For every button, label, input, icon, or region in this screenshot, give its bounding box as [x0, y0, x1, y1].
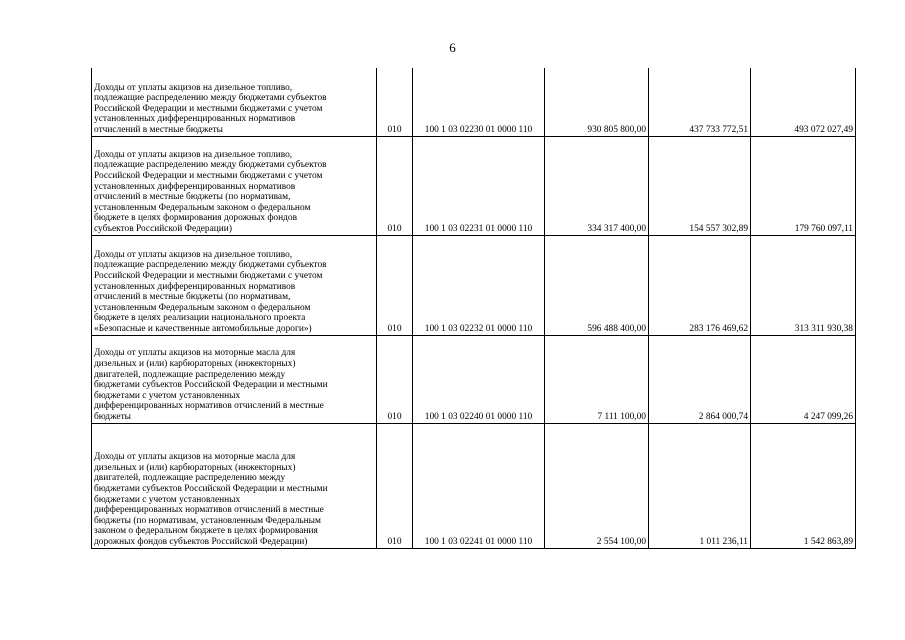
description-line: бюджете в целях реализации национального проекта [94, 313, 306, 324]
description-line: установленным Федеральным законом о федеральном [94, 302, 311, 313]
row-remaining: 1 542 863,89 [751, 423, 856, 548]
description-line: бюджеты (по нормативам, установленным Федеральным [94, 515, 321, 526]
description-line: Российской Федерации и местными бюджетами с учетом [94, 170, 323, 181]
row-executed: 1 011 236,11 [649, 423, 751, 548]
description-line: бюджеты [94, 411, 131, 422]
description-line: двигателей, подлежащие распределению между [94, 369, 286, 380]
row-plan: 596 488 400,00 [545, 235, 649, 335]
row-kbk: 100 1 03 02240 01 0000 110 [413, 335, 545, 423]
description-line: установленных дифференцированных нормативов [94, 281, 296, 292]
row-remaining: 493 072 027,49 [751, 68, 856, 136]
row-description [92, 235, 377, 335]
description-line: подлежащие распределению между бюджетами субъектов [94, 160, 327, 171]
description-line: субъектов Российской Федерации) [94, 223, 232, 234]
row-kbk: 100 1 03 02241 01 0000 110 [413, 423, 545, 548]
row-description [92, 423, 377, 548]
row-kbk: 100 1 03 02232 01 0000 110 [413, 235, 545, 335]
row-code: 010 [377, 68, 413, 136]
row-executed: 283 176 469,62 [649, 235, 751, 335]
row-plan: 2 554 100,00 [545, 423, 649, 548]
description-line: отчислений в местные бюджеты (по нормативам, [94, 192, 291, 203]
description-line: «Безопасные и качественные автомобильные дороги») [94, 323, 312, 334]
table-row [92, 235, 856, 335]
description-line: установленных дифференцированных нормативов [94, 114, 296, 125]
revenue-table [91, 68, 856, 549]
row-remaining: 313 311 930,38 [751, 235, 856, 335]
description-line: Доходы от уплаты акцизов на дизельное топливо, [94, 249, 293, 260]
description-line: установленных дифференцированных нормативов [94, 181, 296, 192]
row-description [92, 335, 377, 423]
row-plan: 930 805 800,00 [545, 68, 649, 136]
row-description [92, 68, 377, 136]
table-row [92, 423, 856, 548]
description-line: дифференцированных нормативов отчислений в местные [94, 505, 324, 516]
description-line: подлежащие распределению между бюджетами субъектов [94, 260, 327, 271]
description-line: бюджетами субъектов Российской Федерации и местными [94, 380, 328, 391]
row-executed: 2 864 000,74 [649, 335, 751, 423]
description-line: бюджете в целях формирования дорожных фондов [94, 213, 298, 224]
description-line: законом о федеральном бюджете в целях формирования [94, 526, 318, 537]
row-code: 010 [377, 335, 413, 423]
description-line: дифференцированных нормативов отчислений в местные [94, 401, 324, 412]
description-line: Доходы от уплаты акцизов на моторные масла для [94, 348, 296, 359]
description-line: дизельных и (или) карбюраторных (инжекторных) [94, 358, 296, 369]
row-remaining: 4 247 099,26 [751, 335, 856, 423]
description-line: Доходы от уплаты акцизов на дизельное топливо, [94, 149, 293, 160]
description-line: Российской Федерации и местными бюджетами с учетом [94, 270, 323, 281]
description-line: Российской Федерации и местными бюджетами с учетом [94, 103, 323, 114]
page-number: 6 [449, 40, 456, 55]
row-executed: 437 733 772,51 [649, 68, 751, 136]
description-line: Доходы от уплаты акцизов на дизельное топливо, [94, 82, 293, 93]
description-line: дорожных фондов субъектов Российской Федерации) [94, 536, 308, 547]
description-line: подлежащие распределению между бюджетами субъектов [94, 93, 327, 104]
description-line: двигателей, подлежащие распределению между [94, 473, 286, 484]
row-description [92, 136, 377, 235]
row-code: 010 [377, 235, 413, 335]
description-line: установленным Федеральным законом о федеральном [94, 202, 311, 213]
table-row [92, 136, 856, 235]
row-remaining: 179 760 097,11 [751, 136, 856, 235]
description-line: Доходы от уплаты акцизов на моторные масла для [94, 452, 296, 463]
description-line: бюджетами с учетом установленных [94, 494, 241, 505]
table-row [92, 335, 856, 423]
row-executed: 154 557 302,89 [649, 136, 751, 235]
description-line: бюджетами субъектов Российской Федерации и местными [94, 483, 328, 494]
description-line: дизельных и (или) карбюраторных (инжекторных) [94, 462, 296, 473]
table-row [92, 68, 856, 136]
row-plan: 334 317 400,00 [545, 136, 649, 235]
row-code: 010 [377, 136, 413, 235]
row-kbk: 100 1 03 02231 01 0000 110 [413, 136, 545, 235]
description-line: бюджетами с учетом установленных [94, 390, 241, 401]
row-kbk: 100 1 03 02230 01 0000 110 [413, 68, 545, 136]
description-line: отчислений в местные бюджеты (по нормативам, [94, 292, 291, 303]
row-plan: 7 111 100,00 [545, 335, 649, 423]
row-code: 010 [377, 423, 413, 548]
description-line: отчислений в местные бюджеты [94, 124, 223, 135]
